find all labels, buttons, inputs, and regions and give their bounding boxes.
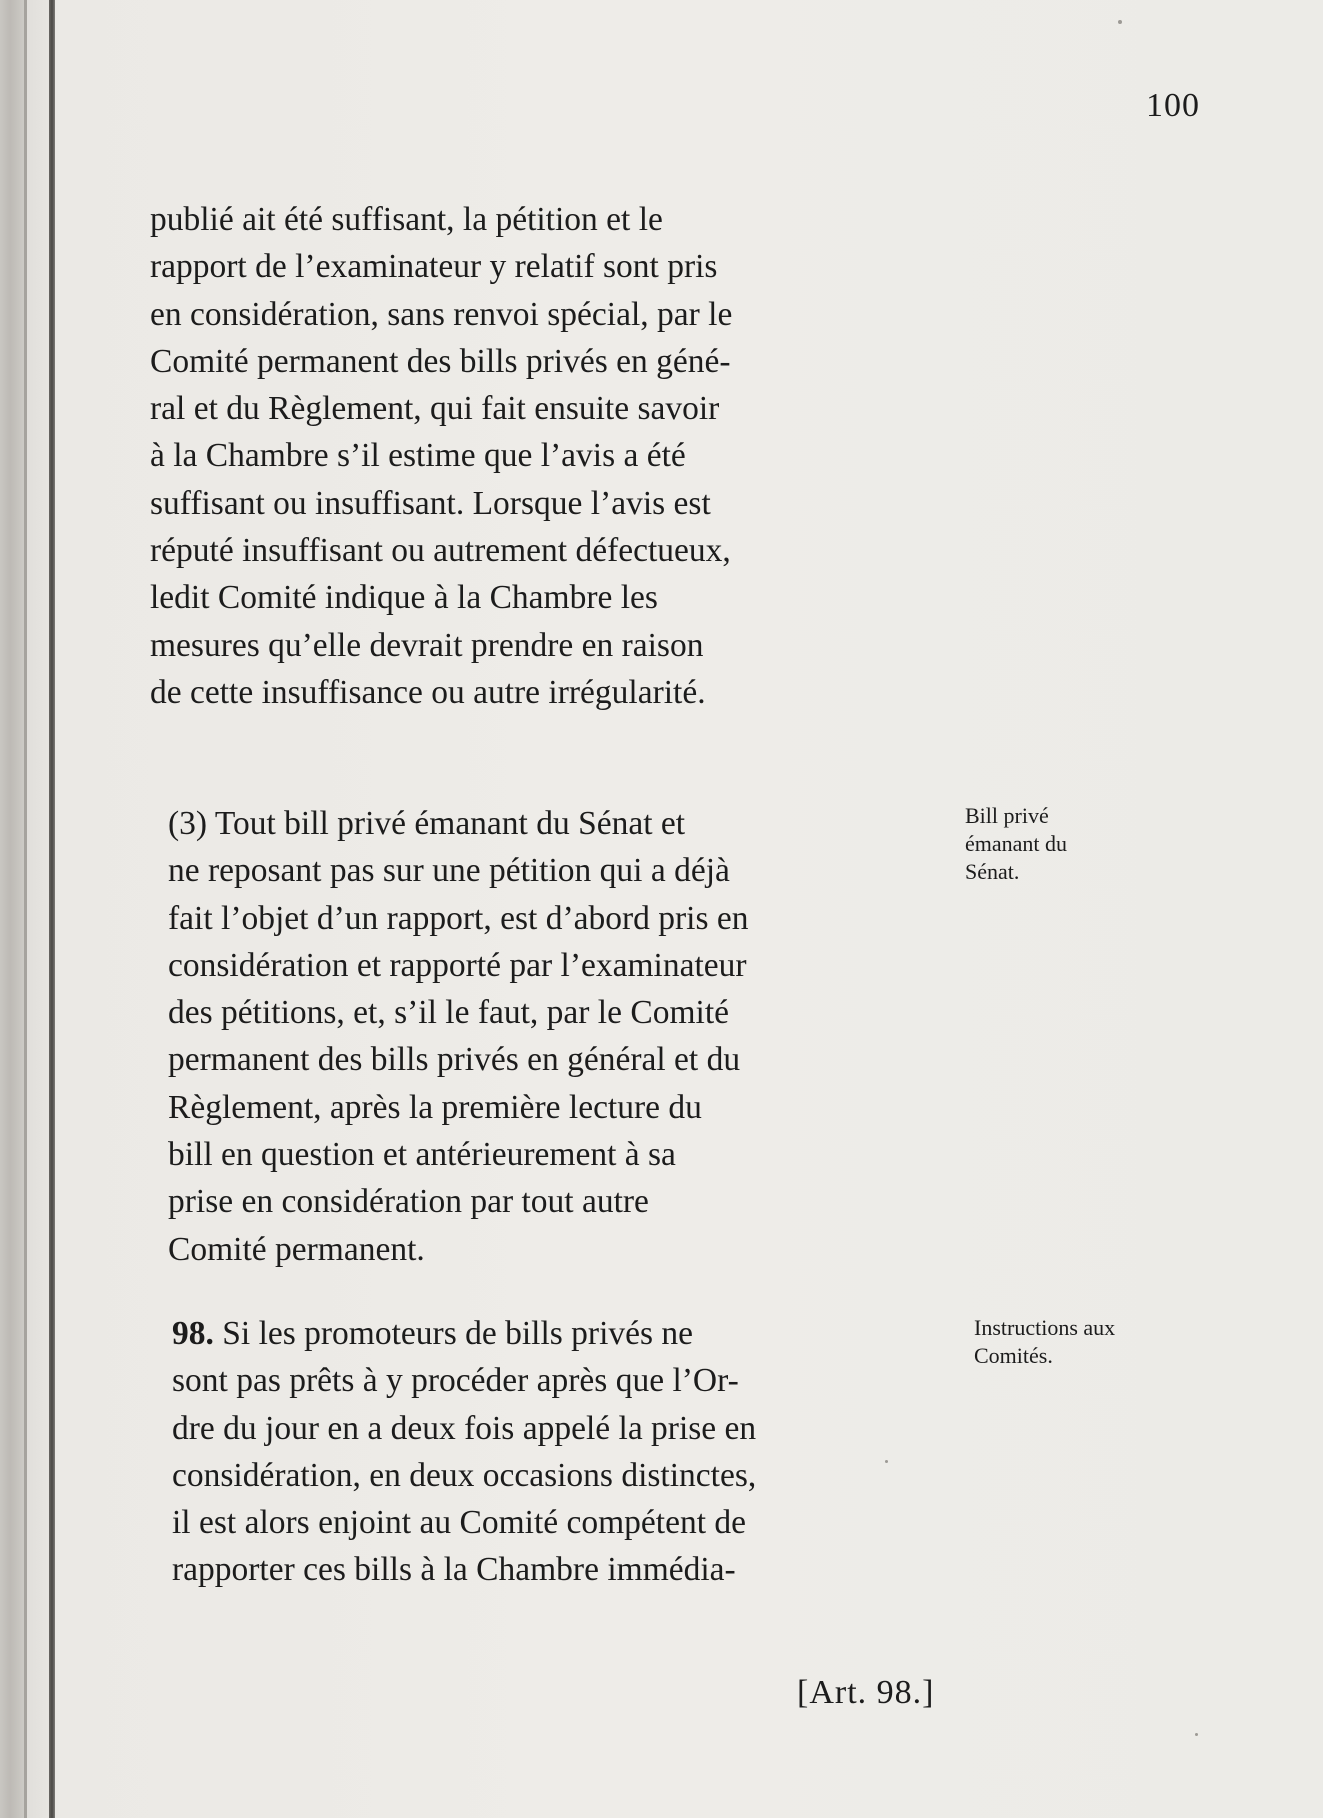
paragraph-subsection-3: (3) Tout bill privé émanant du Sénat et ne reposant pas sur une pétition qui a déjà fait l’objet d’un rapport, est d’abord pris en considération et rapporté par l’examinateur des pétitions, et, s’il le faut, par le Comité permanent des bills privés en général et du Règlement, après la première lecture du bill en question et antérieurement à sa prise en considération par tout autre Comité permanent. bbox=[168, 805, 749, 1268]
article-98-text: Si les promoteurs de bills privés ne sont pas prêts à y procéder après que l’Or- dre du jour en a deux fois appelé la prise en considération, en deux occasions distinctes, il est alors enjoint au Comité compétent de rapporter ces bills à la Chambre immédia- bbox=[172, 1315, 757, 1589]
page-number: 100 bbox=[1146, 87, 1200, 124]
page-binding-edge bbox=[0, 0, 26, 1818]
margin-note-instructions-comites: Instructions aux Comités. bbox=[974, 1315, 1116, 1368]
article-number: 98. bbox=[172, 1315, 214, 1352]
binding-shadow bbox=[24, 0, 27, 1818]
paragraph-continuation: publié ait été suffisant, la pétition et le rapport de l’examinateur y relatif sont pris en considération, sans renvoi spécial, par le Comité permanent des bills privés en géné- ral et du Règlement, qui fait ensuite savoir à la Chambre s’il estime que l’avis a été suffisant ou insuffisant. Lorsque l’avis est réputé insuffisant ou autrement défectueux, ledit Comité indique à la Chambre les mesures qu’elle devrait prendre en raison de cette insuffisance ou autre irrégularité. bbox=[150, 201, 733, 711]
footer-article-reference: [Art. 98.] bbox=[797, 1674, 935, 1711]
paper-speck bbox=[1118, 20, 1122, 24]
paper-speck bbox=[885, 1460, 888, 1463]
margin-note-bill-prive-senat: Bill privé émanant du Sénat. bbox=[965, 803, 1068, 884]
binding-line bbox=[49, 0, 55, 1818]
paragraph-article-98 bbox=[172, 1310, 950, 1594]
paper-speck bbox=[1195, 1733, 1198, 1736]
